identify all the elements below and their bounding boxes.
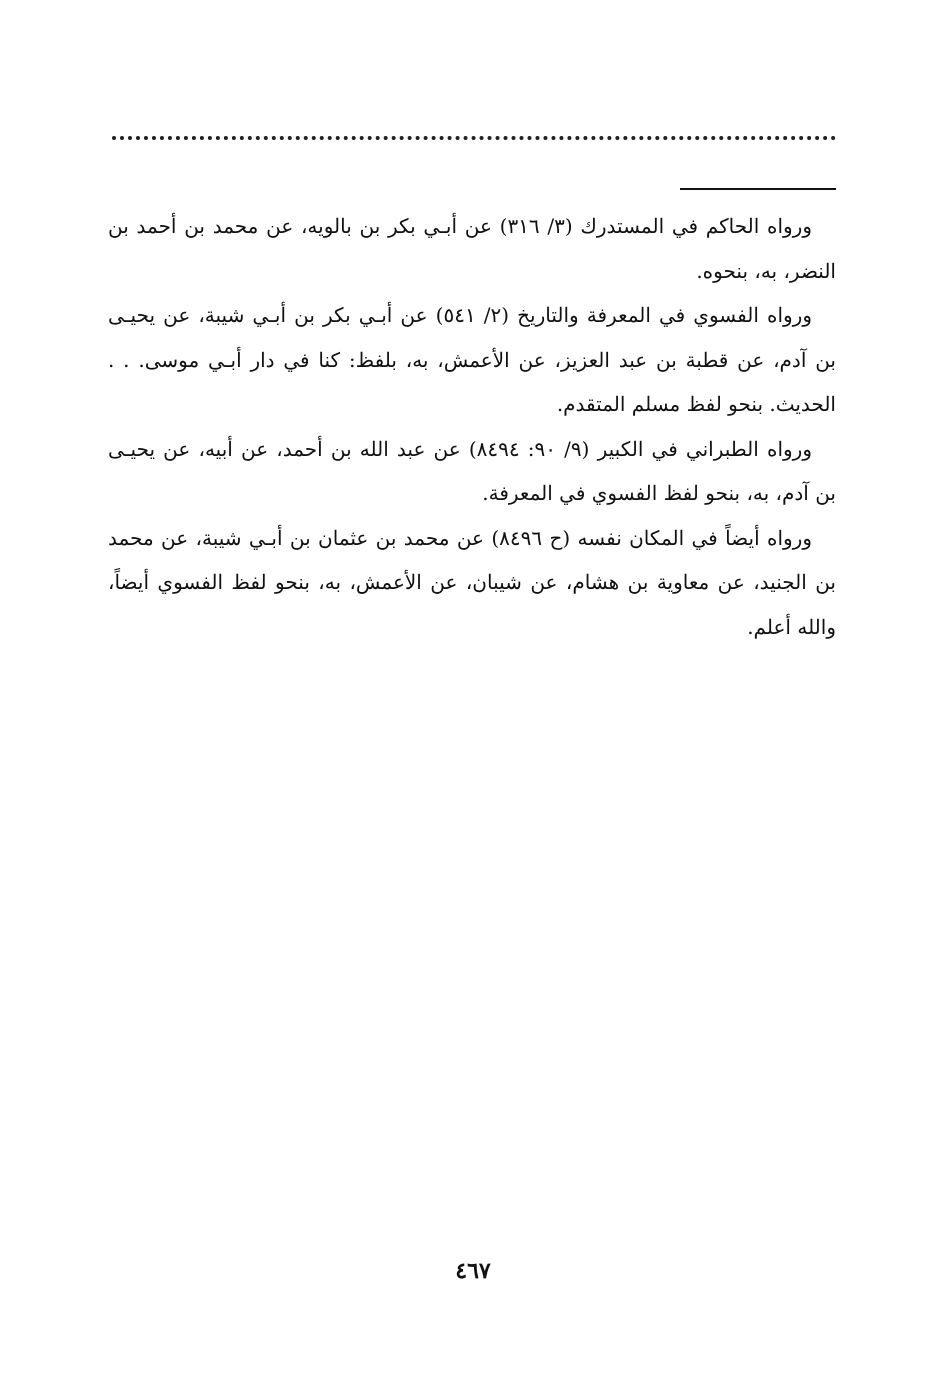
footnote-paragraph: ورواه الحاكم في المستدرك (٣/ ٣١٦) عن أبـي بكر بن بالويه، عن محمد بن أحمد بن النضر، به، بنحوه. — [108, 214, 836, 283]
page-number: ٤٦٧ — [455, 1258, 491, 1284]
footnote-paragraph: ورواه الفسوي في المعرفة والتاريخ (٢/ ٥٤١) عن أبـي بكر بن أبـي شيبة، عن يحيـى بن آدم، عن قطبة بن عبد العزيز، عن الأعمش، به، بلفظ: كنا في دار أبـي موسى. . . الحديث. بنحو لفظ مسلم المتقدم. — [108, 303, 836, 416]
footnote-paragraph: ورواه الطبراني في الكبير (٩/ ٩٠: ٨٤٩٤) عن عبد الله بن أحمد، عن أبيه، عن يحيـى بن آدم، به، بنحو لفظ الفسوي في المعرفة. — [108, 436, 836, 505]
dotted-separator — [112, 136, 836, 140]
footnote-separator — [680, 188, 836, 190]
footnote-paragraph: ورواه أيضاً في المكان نفسه (ح ٨٤٩٦) عن محمد بن عثمان بن أبـي شيبة، عن محمد بن الجنيد، عن معاوية بن هشام، عن شيبان، عن الأعمش، به، بنحو لفظ الفسوي أيضاً، والله أعلم. — [108, 525, 836, 639]
footnotes-block — [108, 204, 836, 649]
